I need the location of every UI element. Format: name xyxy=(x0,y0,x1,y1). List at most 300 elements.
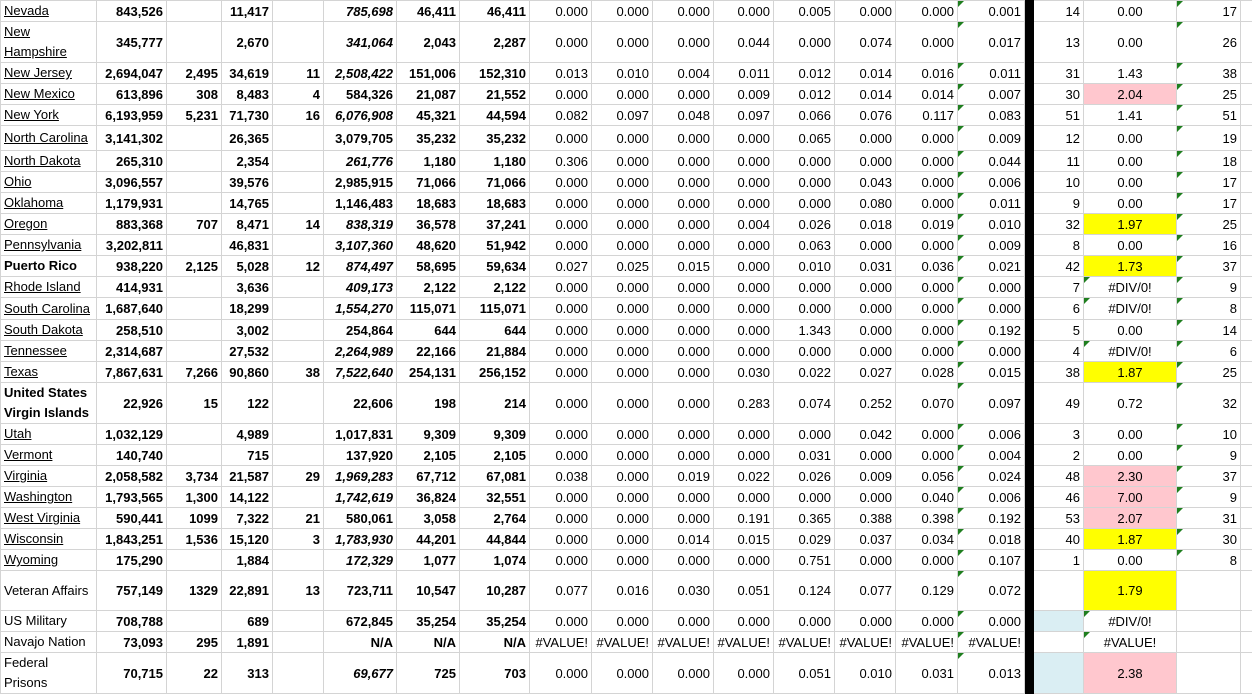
cell-count[interactable]: 254,864 xyxy=(324,320,397,341)
cell-rate[interactable]: 0.051 xyxy=(774,653,835,694)
cell-rate[interactable]: 0.000 xyxy=(714,424,774,445)
cell-count[interactable]: 4 xyxy=(273,84,324,105)
cell-count[interactable]: 580,061 xyxy=(324,508,397,529)
cell-rate[interactable]: 0.010 xyxy=(774,256,835,277)
cell-rate[interactable]: 0.000 xyxy=(835,487,896,508)
cell-count[interactable]: 1,300 xyxy=(167,487,222,508)
cell-rate[interactable]: 0.252 xyxy=(835,383,896,424)
cell-rate[interactable]: 0.000 xyxy=(896,550,958,571)
cell-ratio[interactable]: 0.00 xyxy=(1084,445,1177,466)
cell-score[interactable]: 9 xyxy=(1177,277,1241,298)
cell-rate[interactable]: 0.192 xyxy=(958,508,1025,529)
cell-rate[interactable]: 0.077 xyxy=(530,571,592,611)
cell-rate[interactable]: 0.398 xyxy=(896,508,958,529)
cell-rate[interactable]: 0.000 xyxy=(530,126,592,151)
cell-rate[interactable]: 0.000 xyxy=(530,22,592,63)
cell-region-name[interactable] xyxy=(1,611,97,632)
cell-rate[interactable]: 0.015 xyxy=(958,362,1025,383)
cell-count[interactable]: 715 xyxy=(222,445,273,466)
cell-region-name[interactable] xyxy=(1,126,97,151)
cell-rate[interactable]: 0.000 xyxy=(896,235,958,256)
cell-empty[interactable] xyxy=(1241,235,1252,256)
cell-score[interactable]: 25 xyxy=(1177,214,1241,235)
cell-count[interactable]: 1,074 xyxy=(460,550,530,571)
cell-count[interactable]: 2,105 xyxy=(397,445,460,466)
cell-count[interactable]: 22 xyxy=(167,653,222,694)
cell-rate[interactable]: 0.000 xyxy=(653,383,714,424)
cell-count[interactable]: N/A xyxy=(460,632,530,653)
cell-region-name[interactable] xyxy=(1,105,97,126)
cell-rate[interactable]: #VALUE! xyxy=(592,632,653,653)
cell-rate[interactable]: 0.031 xyxy=(774,445,835,466)
cell-rate[interactable]: 0.000 xyxy=(653,508,714,529)
cell-rate[interactable]: 0.000 xyxy=(592,362,653,383)
cell-rate[interactable]: 0.070 xyxy=(896,383,958,424)
cell-count[interactable]: 34,619 xyxy=(222,63,273,84)
cell-rate[interactable]: 0.000 xyxy=(774,424,835,445)
cell-ratio[interactable]: 0.00 xyxy=(1084,320,1177,341)
cell-rate[interactable]: 0.000 xyxy=(530,362,592,383)
cell-rate[interactable]: 0.000 xyxy=(835,341,896,362)
cell-rate[interactable]: 0.016 xyxy=(592,571,653,611)
cell-rate[interactable]: 0.000 xyxy=(896,424,958,445)
cell-count[interactable]: 1099 xyxy=(167,508,222,529)
cell-rate[interactable]: 0.000 xyxy=(653,214,714,235)
region-link[interactable]: Oklahoma xyxy=(4,195,63,210)
cell-score[interactable] xyxy=(1177,632,1241,653)
cell-count[interactable]: 14,765 xyxy=(222,193,273,214)
cell-rate[interactable]: 0.000 xyxy=(530,193,592,214)
cell-count[interactable] xyxy=(167,341,222,362)
cell-count[interactable]: 45,321 xyxy=(397,105,460,126)
cell-count[interactable] xyxy=(273,383,324,424)
cell-ratio[interactable]: 1.73 xyxy=(1084,256,1177,277)
cell-empty[interactable] xyxy=(1241,1,1252,22)
cell-rate[interactable]: 0.030 xyxy=(714,362,774,383)
cell-count[interactable]: 843,526 xyxy=(97,1,167,22)
cell-rate[interactable]: 0.013 xyxy=(530,63,592,84)
cell-rate[interactable]: 0.107 xyxy=(958,550,1025,571)
cell-rate[interactable]: 0.000 xyxy=(653,611,714,632)
cell-count[interactable] xyxy=(167,172,222,193)
cell-rate[interactable]: 0.011 xyxy=(958,63,1025,84)
cell-ratio[interactable]: 1.79 xyxy=(1084,571,1177,611)
cell-rate[interactable]: 0.000 xyxy=(592,653,653,694)
cell-count[interactable]: 58,695 xyxy=(397,256,460,277)
cell-empty[interactable] xyxy=(1241,214,1252,235)
cell-rate[interactable]: 0.004 xyxy=(714,214,774,235)
cell-count[interactable]: 11,417 xyxy=(222,1,273,22)
cell-empty[interactable] xyxy=(1241,550,1252,571)
cell-count[interactable]: 313 xyxy=(222,653,273,694)
cell-count[interactable] xyxy=(273,424,324,445)
cell-count[interactable] xyxy=(167,320,222,341)
cell-rate[interactable]: 0.000 xyxy=(653,84,714,105)
cell-count[interactable]: 9,309 xyxy=(397,424,460,445)
cell-ratio[interactable]: 0.00 xyxy=(1084,235,1177,256)
cell-rate[interactable]: 0.000 xyxy=(592,466,653,487)
cell-rate[interactable]: 0.000 xyxy=(530,529,592,550)
cell-count[interactable]: 36,824 xyxy=(397,487,460,508)
cell-score[interactable]: 17 xyxy=(1177,1,1241,22)
cell-rate[interactable]: 0.191 xyxy=(714,508,774,529)
cell-count[interactable]: 90,860 xyxy=(222,362,273,383)
cell-ratio[interactable]: 7.00 xyxy=(1084,487,1177,508)
cell-score[interactable] xyxy=(1177,653,1241,694)
cell-count[interactable]: 73,093 xyxy=(97,632,167,653)
cell-count[interactable] xyxy=(167,298,222,320)
cell-count[interactable] xyxy=(167,1,222,22)
cell-count[interactable]: 2,043 xyxy=(397,22,460,63)
cell-count[interactable]: 1,554,270 xyxy=(324,298,397,320)
cell-count[interactable]: 5,028 xyxy=(222,256,273,277)
cell-rate[interactable]: 0.009 xyxy=(958,235,1025,256)
cell-count[interactable]: 6,076,908 xyxy=(324,105,397,126)
cell-count[interactable]: 18,683 xyxy=(460,193,530,214)
cell-empty[interactable] xyxy=(1241,611,1252,632)
cell-rate[interactable]: 0.000 xyxy=(896,151,958,172)
cell-count[interactable]: 35,232 xyxy=(460,126,530,151)
cell-rate[interactable]: 0.000 xyxy=(714,487,774,508)
region-link[interactable]: New Hampshire xyxy=(4,24,67,59)
cell-rate[interactable]: 0.027 xyxy=(835,362,896,383)
cell-rate[interactable]: 0.000 xyxy=(592,277,653,298)
region-link[interactable]: Vermont xyxy=(4,447,52,462)
cell-rate[interactable]: 0.000 xyxy=(774,277,835,298)
cell-ratio[interactable]: 0.00 xyxy=(1084,550,1177,571)
cell-count[interactable]: 295 xyxy=(167,632,222,653)
cell-region-name[interactable] xyxy=(1,508,97,529)
cell-rate[interactable]: 0.010 xyxy=(835,653,896,694)
cell-rate[interactable]: 0.000 xyxy=(714,320,774,341)
cell-rate[interactable]: #VALUE! xyxy=(835,632,896,653)
cell-count[interactable] xyxy=(273,1,324,22)
cell-count[interactable]: 67,081 xyxy=(460,466,530,487)
cell-rate[interactable]: 0.000 xyxy=(714,298,774,320)
cell-count[interactable]: 3,636 xyxy=(222,277,273,298)
cell-count[interactable]: 757,149 xyxy=(97,571,167,611)
cell-count[interactable]: 21,552 xyxy=(460,84,530,105)
region-link[interactable]: Ohio xyxy=(4,174,31,189)
cell-rate[interactable]: 0.000 xyxy=(530,277,592,298)
cell-count[interactable]: 9,309 xyxy=(460,424,530,445)
cell-count[interactable]: N/A xyxy=(324,632,397,653)
cell-rate[interactable]: 0.030 xyxy=(653,571,714,611)
cell-count[interactable]: 7,522,640 xyxy=(324,362,397,383)
cell-count[interactable]: 39,576 xyxy=(222,172,273,193)
cell-region-name[interactable] xyxy=(1,550,97,571)
cell-count[interactable]: 15,120 xyxy=(222,529,273,550)
cell-count[interactable]: 2,354 xyxy=(222,151,273,172)
cell-rate[interactable]: 0.000 xyxy=(714,193,774,214)
cell-score[interactable]: 38 xyxy=(1177,63,1241,84)
cell-count[interactable]: 35,254 xyxy=(397,611,460,632)
cell-rate[interactable]: 0.031 xyxy=(835,256,896,277)
cell-rate[interactable]: 0.022 xyxy=(714,466,774,487)
cell-rank[interactable]: 53 xyxy=(1034,508,1084,529)
cell-rank[interactable] xyxy=(1034,653,1084,694)
cell-count[interactable]: 22,926 xyxy=(97,383,167,424)
cell-rank[interactable] xyxy=(1034,611,1084,632)
cell-rate[interactable]: 0.027 xyxy=(530,256,592,277)
region-link[interactable]: North Dakota xyxy=(4,153,81,168)
cell-region-name[interactable] xyxy=(1,22,97,63)
cell-rate[interactable]: 0.000 xyxy=(896,445,958,466)
cell-rate[interactable]: 0.000 xyxy=(530,320,592,341)
cell-rate[interactable]: 0.306 xyxy=(530,151,592,172)
cell-rate[interactable]: 0.065 xyxy=(774,126,835,151)
cell-count[interactable]: 723,711 xyxy=(324,571,397,611)
cell-rate[interactable]: #VALUE! xyxy=(774,632,835,653)
cell-count[interactable] xyxy=(167,193,222,214)
cell-region-name[interactable] xyxy=(1,424,97,445)
cell-count[interactable]: 122 xyxy=(222,383,273,424)
cell-count[interactable]: 1,793,565 xyxy=(97,487,167,508)
cell-count[interactable]: 2,764 xyxy=(460,508,530,529)
cell-region-name[interactable] xyxy=(1,256,97,277)
cell-rate[interactable]: 0.018 xyxy=(835,214,896,235)
cell-count[interactable]: 345,777 xyxy=(97,22,167,63)
cell-region-name[interactable] xyxy=(1,277,97,298)
cell-score[interactable]: 37 xyxy=(1177,256,1241,277)
cell-count[interactable] xyxy=(273,193,324,214)
cell-rate[interactable]: 0.000 xyxy=(835,1,896,22)
cell-count[interactable]: 584,326 xyxy=(324,84,397,105)
cell-rate[interactable]: 0.004 xyxy=(958,445,1025,466)
cell-count[interactable]: 3,002 xyxy=(222,320,273,341)
cell-count[interactable]: 707 xyxy=(167,214,222,235)
cell-count[interactable]: 69,677 xyxy=(324,653,397,694)
region-link[interactable]: Wyoming xyxy=(4,552,58,567)
cell-rate[interactable]: 0.000 xyxy=(896,611,958,632)
cell-rate[interactable]: 0.006 xyxy=(958,424,1025,445)
cell-count[interactable] xyxy=(167,22,222,63)
cell-count[interactable]: 21,087 xyxy=(397,84,460,105)
cell-rate[interactable]: 0.000 xyxy=(530,487,592,508)
cell-count[interactable]: 2,058,582 xyxy=(97,466,167,487)
region-link[interactable]: Virginia xyxy=(4,468,47,483)
cell-count[interactable]: 1,536 xyxy=(167,529,222,550)
cell-empty[interactable] xyxy=(1241,466,1252,487)
cell-rate[interactable]: 0.000 xyxy=(653,277,714,298)
cell-rate[interactable]: 0.000 xyxy=(714,277,774,298)
cell-region-name[interactable] xyxy=(1,466,97,487)
cell-ratio[interactable]: 1.97 xyxy=(1084,214,1177,235)
cell-rank[interactable]: 49 xyxy=(1034,383,1084,424)
cell-rate[interactable]: 0.028 xyxy=(896,362,958,383)
cell-empty[interactable] xyxy=(1241,653,1252,694)
cell-count[interactable]: 71,730 xyxy=(222,105,273,126)
cell-count[interactable]: 21,587 xyxy=(222,466,273,487)
cell-rate[interactable]: 0.124 xyxy=(774,571,835,611)
cell-score[interactable]: 8 xyxy=(1177,298,1241,320)
cell-ratio[interactable]: 0.72 xyxy=(1084,383,1177,424)
cell-rate[interactable]: 0.056 xyxy=(896,466,958,487)
cell-rate[interactable]: 0.000 xyxy=(714,151,774,172)
cell-rate[interactable]: 0.018 xyxy=(958,529,1025,550)
cell-ratio[interactable]: 1.43 xyxy=(1084,63,1177,84)
cell-count[interactable]: 1,179,931 xyxy=(97,193,167,214)
cell-rank[interactable]: 7 xyxy=(1034,277,1084,298)
cell-score[interactable]: 9 xyxy=(1177,445,1241,466)
cell-region-name[interactable] xyxy=(1,571,97,611)
cell-rate[interactable]: 0.000 xyxy=(958,611,1025,632)
region-link[interactable]: South Carolina xyxy=(4,301,90,316)
cell-rate[interactable]: 0.063 xyxy=(774,235,835,256)
cell-count[interactable]: 151,006 xyxy=(397,63,460,84)
cell-rate[interactable]: 0.000 xyxy=(653,1,714,22)
cell-rate[interactable]: 0.024 xyxy=(958,466,1025,487)
cell-region-name[interactable] xyxy=(1,383,97,424)
cell-count[interactable]: 16 xyxy=(273,105,324,126)
cell-region-name[interactable] xyxy=(1,151,97,172)
cell-count[interactable] xyxy=(273,172,324,193)
cell-rate[interactable]: 0.000 xyxy=(592,550,653,571)
cell-rate[interactable]: 0.017 xyxy=(958,22,1025,63)
cell-count[interactable]: 2,105 xyxy=(460,445,530,466)
cell-rank[interactable]: 14 xyxy=(1034,1,1084,22)
cell-count[interactable]: 175,290 xyxy=(97,550,167,571)
cell-count[interactable]: 70,715 xyxy=(97,653,167,694)
cell-rank[interactable]: 5 xyxy=(1034,320,1084,341)
cell-count[interactable] xyxy=(167,277,222,298)
cell-empty[interactable] xyxy=(1241,193,1252,214)
cell-rate[interactable]: 0.076 xyxy=(835,105,896,126)
cell-count[interactable]: 59,634 xyxy=(460,256,530,277)
cell-count[interactable]: 3,079,705 xyxy=(324,126,397,151)
cell-rate[interactable]: 0.000 xyxy=(653,235,714,256)
cell-rate[interactable]: 0.009 xyxy=(835,466,896,487)
cell-region-name[interactable] xyxy=(1,1,97,22)
cell-rate[interactable]: 0.000 xyxy=(774,611,835,632)
cell-rate[interactable]: #VALUE! xyxy=(653,632,714,653)
cell-rate[interactable]: 0.000 xyxy=(714,126,774,151)
cell-rate[interactable]: 0.000 xyxy=(653,487,714,508)
cell-rate[interactable]: 0.000 xyxy=(896,298,958,320)
cell-rate[interactable]: 0.000 xyxy=(530,508,592,529)
cell-rate[interactable]: 0.000 xyxy=(835,151,896,172)
cell-count[interactable]: 3,058 xyxy=(397,508,460,529)
cell-count[interactable]: 3 xyxy=(273,529,324,550)
cell-rate[interactable]: 0.000 xyxy=(774,298,835,320)
cell-count[interactable]: 46,411 xyxy=(397,1,460,22)
cell-count[interactable]: 29 xyxy=(273,466,324,487)
cell-rate[interactable]: 0.000 xyxy=(896,22,958,63)
cell-empty[interactable] xyxy=(1241,362,1252,383)
cell-rate[interactable]: 0.000 xyxy=(592,214,653,235)
cell-rate[interactable]: 0.029 xyxy=(774,529,835,550)
cell-count[interactable]: 137,920 xyxy=(324,445,397,466)
cell-rate[interactable]: 0.000 xyxy=(896,320,958,341)
cell-rate[interactable]: 0.074 xyxy=(835,22,896,63)
cell-ratio[interactable]: #DIV/0! xyxy=(1084,298,1177,320)
cell-rate[interactable]: 0.000 xyxy=(530,445,592,466)
cell-count[interactable] xyxy=(273,611,324,632)
cell-rate[interactable]: 0.011 xyxy=(958,193,1025,214)
cell-rate[interactable]: 0.077 xyxy=(835,571,896,611)
cell-count[interactable]: 672,845 xyxy=(324,611,397,632)
cell-rate[interactable]: 0.019 xyxy=(653,466,714,487)
cell-count[interactable]: 689 xyxy=(222,611,273,632)
cell-region-name[interactable] xyxy=(1,235,97,256)
cell-ratio[interactable]: 0.00 xyxy=(1084,22,1177,63)
cell-count[interactable]: 37,241 xyxy=(460,214,530,235)
cell-rate[interactable]: 0.000 xyxy=(714,445,774,466)
cell-rate[interactable]: 0.365 xyxy=(774,508,835,529)
cell-count[interactable]: 15 xyxy=(167,383,222,424)
cell-count[interactable]: 2,314,687 xyxy=(97,341,167,362)
cell-score[interactable]: 18 xyxy=(1177,151,1241,172)
cell-count[interactable]: 7,266 xyxy=(167,362,222,383)
cell-rate[interactable]: 0.000 xyxy=(530,1,592,22)
cell-rate[interactable]: 0.007 xyxy=(958,84,1025,105)
cell-rate[interactable]: 0.000 xyxy=(774,487,835,508)
cell-count[interactable]: 140,740 xyxy=(97,445,167,466)
cell-score[interactable]: 32 xyxy=(1177,383,1241,424)
cell-rate[interactable]: 0.014 xyxy=(896,84,958,105)
cell-score[interactable]: 14 xyxy=(1177,320,1241,341)
cell-count[interactable]: 1,146,483 xyxy=(324,193,397,214)
cell-count[interactable]: 1,742,619 xyxy=(324,487,397,508)
cell-rate[interactable]: 0.097 xyxy=(958,383,1025,424)
cell-rank[interactable]: 12 xyxy=(1034,126,1084,151)
cell-rate[interactable]: 0.082 xyxy=(530,105,592,126)
cell-rate[interactable]: 0.000 xyxy=(835,298,896,320)
cell-rate[interactable]: 0.000 xyxy=(530,172,592,193)
cell-score[interactable]: 51 xyxy=(1177,105,1241,126)
cell-count[interactable]: 1,180 xyxy=(460,151,530,172)
cell-rate[interactable]: 0.000 xyxy=(714,653,774,694)
cell-rate[interactable]: 0.042 xyxy=(835,424,896,445)
cell-rate[interactable]: 0.000 xyxy=(592,529,653,550)
cell-rate[interactable]: 0.000 xyxy=(835,445,896,466)
cell-empty[interactable] xyxy=(1241,126,1252,151)
cell-count[interactable]: 18,299 xyxy=(222,298,273,320)
cell-rank[interactable]: 11 xyxy=(1034,151,1084,172)
cell-count[interactable]: 256,152 xyxy=(460,362,530,383)
cell-rate[interactable]: 0.000 xyxy=(592,22,653,63)
cell-count[interactable] xyxy=(273,298,324,320)
cell-rate[interactable]: 0.011 xyxy=(714,63,774,84)
cell-rank[interactable]: 10 xyxy=(1034,172,1084,193)
cell-rate[interactable]: 0.000 xyxy=(530,341,592,362)
region-link[interactable]: New Jersey xyxy=(4,65,72,80)
cell-count[interactable]: 214 xyxy=(460,383,530,424)
cell-count[interactable]: 22,606 xyxy=(324,383,397,424)
cell-rank[interactable]: 1 xyxy=(1034,550,1084,571)
cell-count[interactable]: 261,776 xyxy=(324,151,397,172)
cell-empty[interactable] xyxy=(1241,508,1252,529)
cell-count[interactable]: 7,867,631 xyxy=(97,362,167,383)
cell-ratio[interactable]: 0.00 xyxy=(1084,126,1177,151)
cell-rate[interactable]: 0.026 xyxy=(774,466,835,487)
cell-count[interactable]: 938,220 xyxy=(97,256,167,277)
cell-count[interactable]: 1,891 xyxy=(222,632,273,653)
cell-rate[interactable]: 0.083 xyxy=(958,105,1025,126)
cell-count[interactable]: 785,698 xyxy=(324,1,397,22)
cell-count[interactable]: 1,783,930 xyxy=(324,529,397,550)
cell-count[interactable] xyxy=(273,632,324,653)
cell-rate[interactable]: 0.000 xyxy=(592,424,653,445)
cell-count[interactable]: 14 xyxy=(273,214,324,235)
cell-count[interactable]: 198 xyxy=(397,383,460,424)
cell-rate[interactable]: 0.012 xyxy=(774,84,835,105)
cell-score[interactable]: 8 xyxy=(1177,550,1241,571)
cell-count[interactable] xyxy=(273,277,324,298)
cell-count[interactable]: 7,322 xyxy=(222,508,273,529)
cell-count[interactable]: 1,017,831 xyxy=(324,424,397,445)
region-link[interactable]: Utah xyxy=(4,426,31,441)
